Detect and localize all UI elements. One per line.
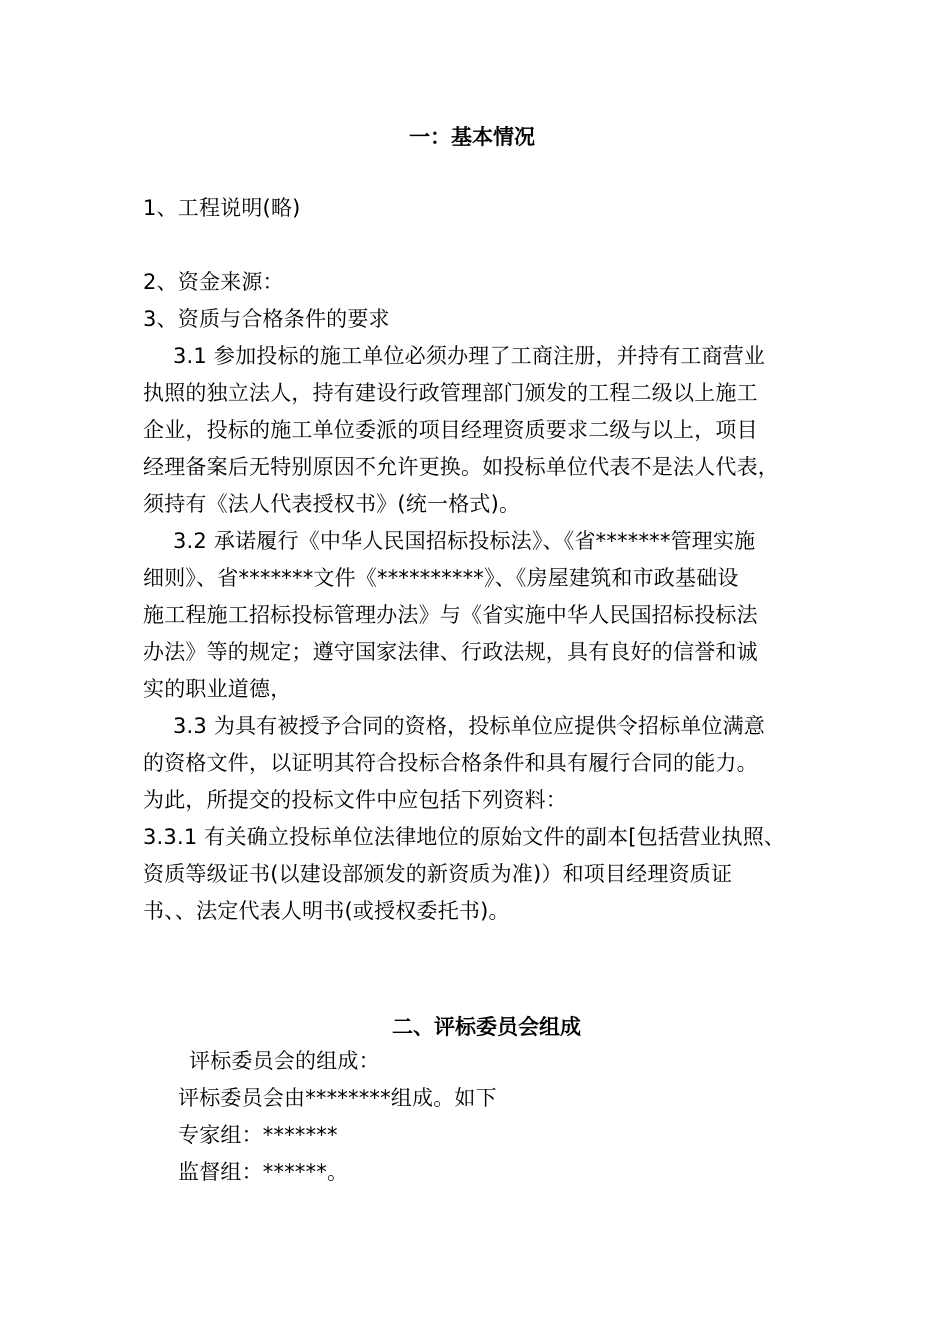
p32-line: 实的职业道德， <box>143 677 292 701</box>
item-2: 2、资金来源： <box>143 270 284 294</box>
p33-line: 3.3 为具有被授予合同的资格，投标单位应提供令招标单位满意 <box>173 714 766 738</box>
p331-line: 书、、法定代表人明书(或授权委托书)。 <box>143 899 510 923</box>
p33-line: 为此，所提交的投标文件中应包括下列资料： <box>143 788 567 812</box>
p32-line: 细则》、省*******文件《**********》、《房屋建筑和市政基础设 <box>143 566 739 590</box>
supervision-group-line: 监督组：******。 <box>178 1160 349 1184</box>
p31-line: 须持有《法人代表授权书》(统一格式)。 <box>143 492 521 516</box>
section2-title: 二、评标委员会组成 <box>392 1015 581 1039</box>
p31-line: 经理备案后无特别原因不允许更换。如投标单位代表不是法人代表， <box>143 455 779 479</box>
item-1: 1、工程说明(略) <box>143 196 301 220</box>
p32-line: 3.2 承诺履行《中华人民国招标投标法》、《省*******管理实施 <box>173 529 756 553</box>
p33-line: 的资格文件，以证明其符合投标合格条件和具有履行合同的能力。 <box>143 751 758 775</box>
p31-line: 企业，投标的施工单位委派的项目经理资质要求二级与以上，项目 <box>143 418 758 442</box>
p32-line: 施工程施工招标投标管理办法》与《省实施中华人民国招标投标法 <box>143 603 758 627</box>
expert-group-line: 专家组：******* <box>178 1123 338 1147</box>
p331-line: 资质等级证书(以建设部颁发的新资质为准)）和项目经理资质证 <box>143 862 733 886</box>
p32-line: 办法》等的规定；遵守国家法律、行政法规，具有良好的信誉和诚 <box>143 640 758 664</box>
section1-title: 一：基本情况 <box>409 125 535 149</box>
p331-line: 3.3.1 有关确立投标单位法律地位的原始文件的副本[包括营业执照、 <box>143 825 786 849</box>
item-3: 3、资质与合格条件的要求 <box>143 307 390 331</box>
committee-line: 评标委员会由********组成。如下 <box>178 1086 497 1110</box>
p31-line: 3.1 参加投标的施工单位必须办理了工商注册，并持有工商营业 <box>173 344 766 368</box>
committee-line: 评标委员会的组成： <box>189 1049 380 1073</box>
p31-line: 执照的独立法人，持有建设行政管理部门颁发的工程二级以上施工 <box>143 381 758 405</box>
